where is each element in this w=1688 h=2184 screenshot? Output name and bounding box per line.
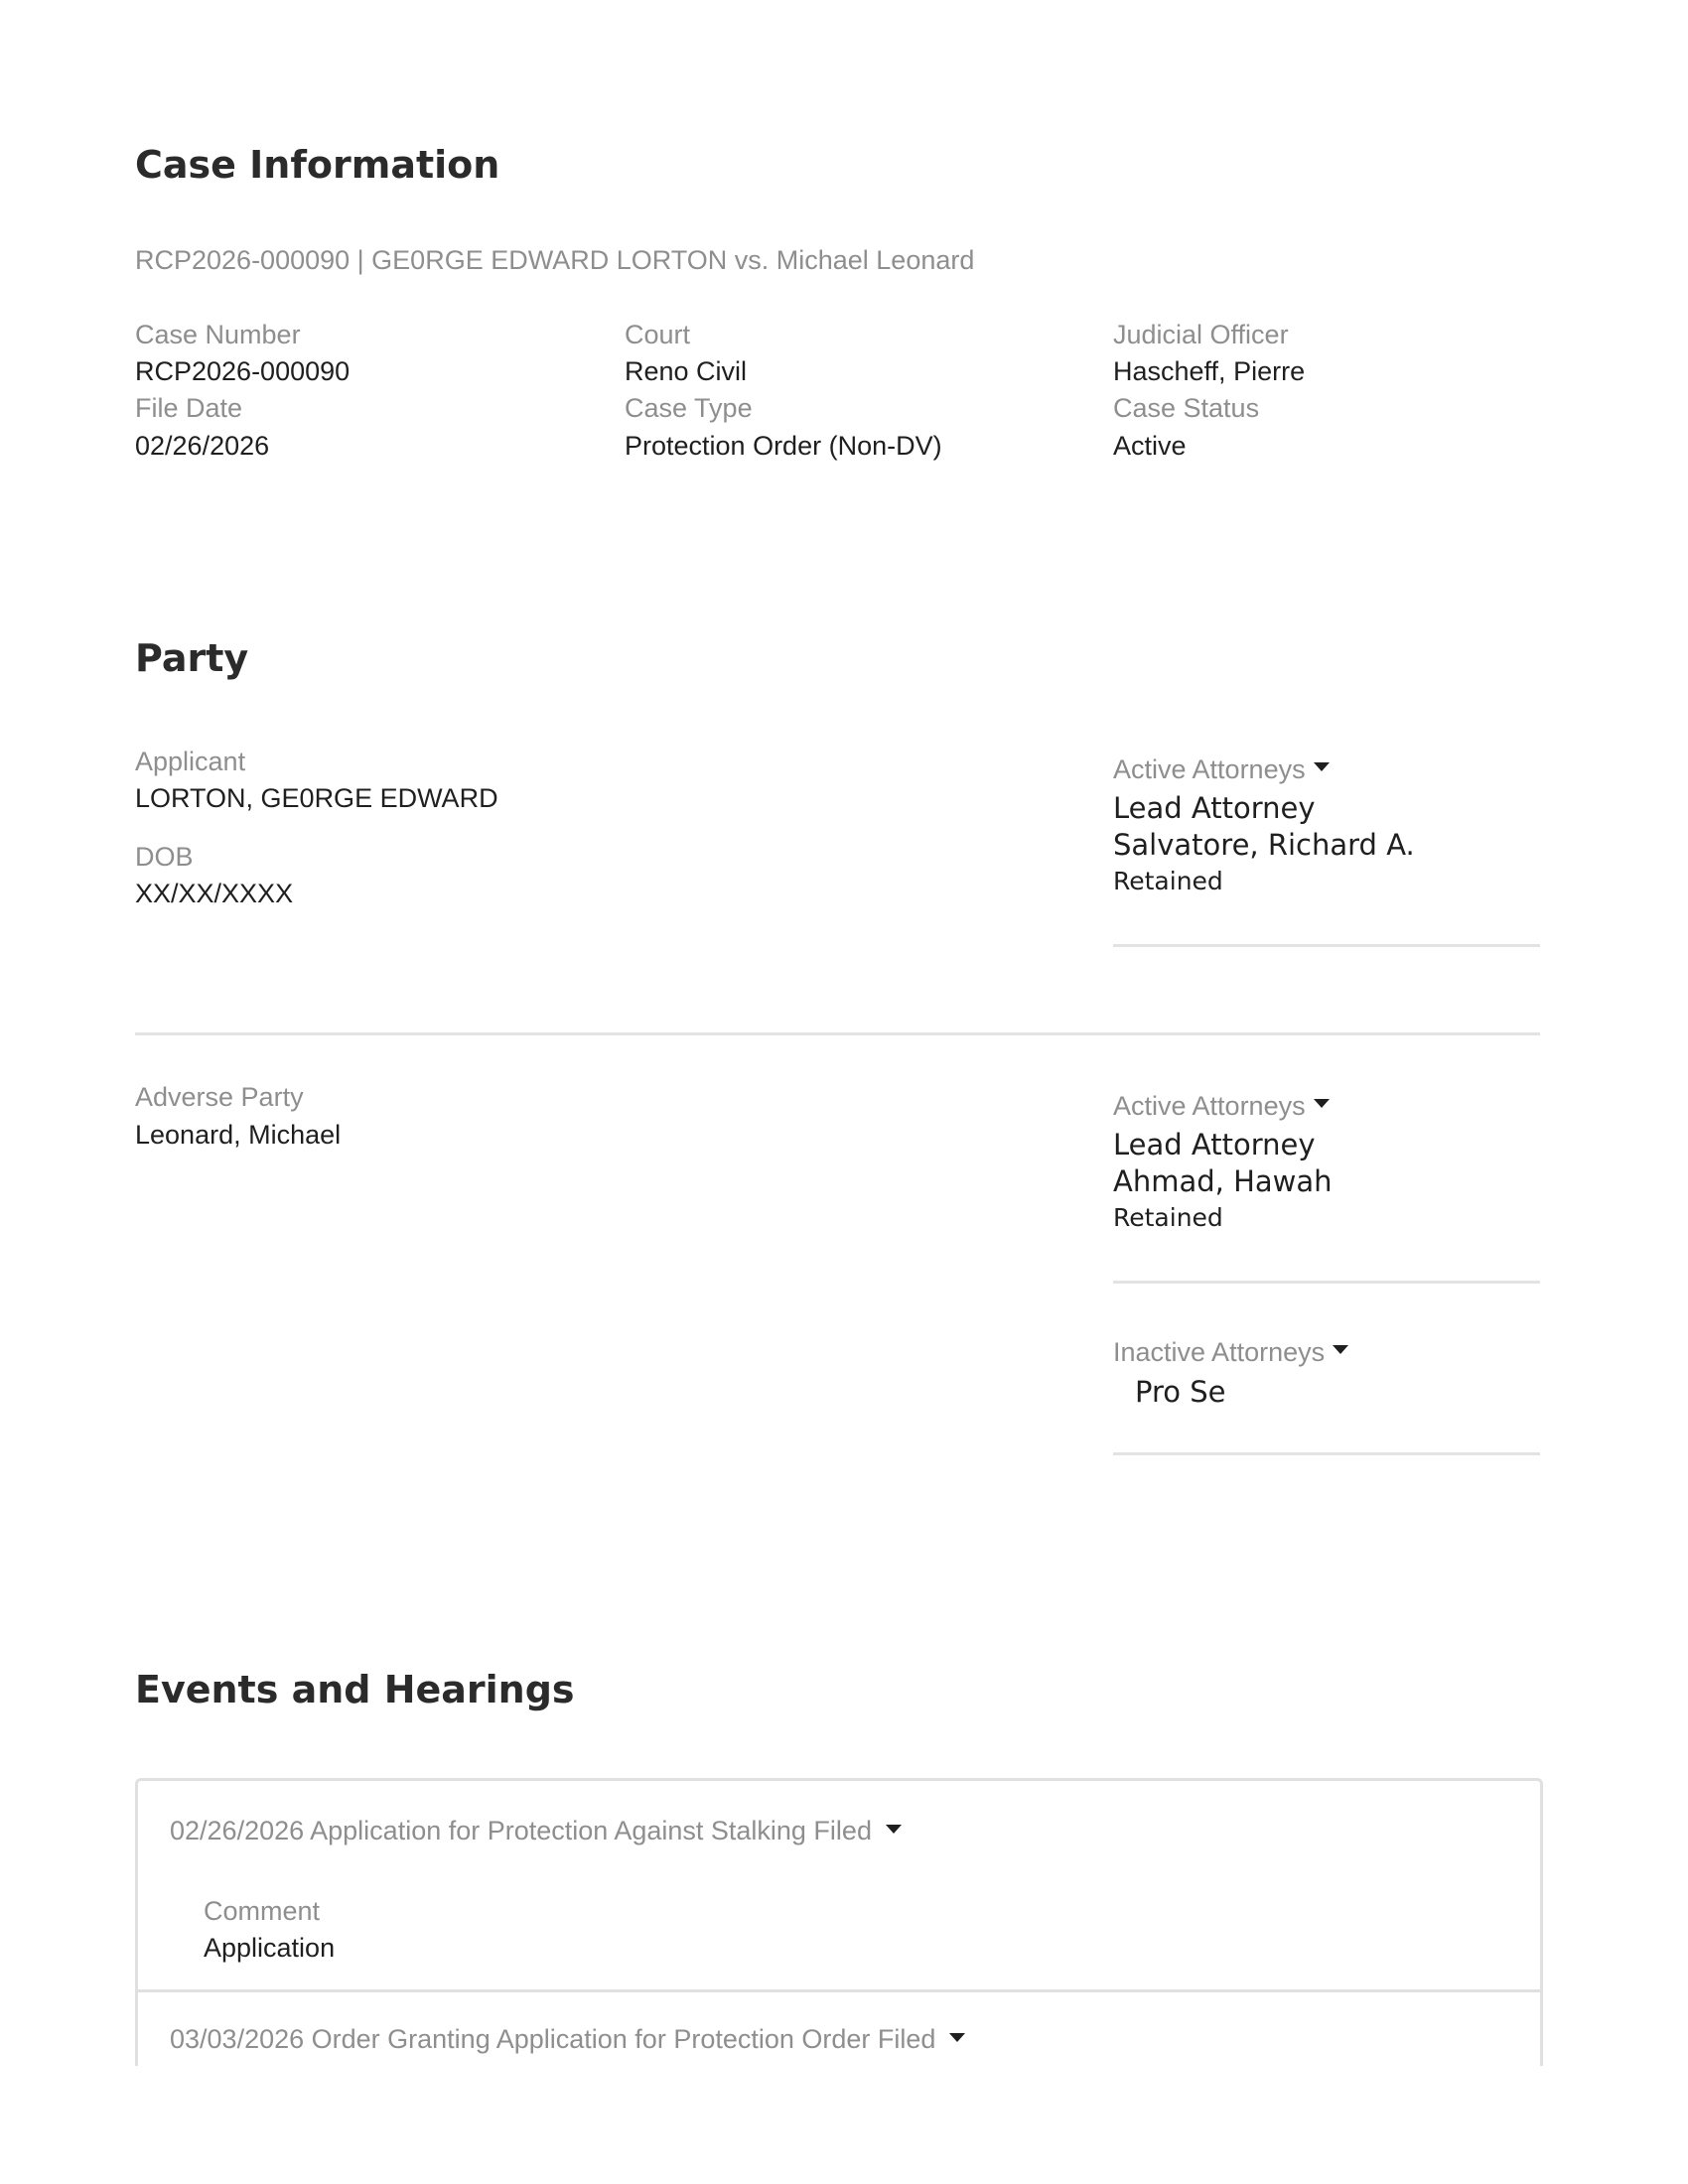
case-status-value: Active (1113, 431, 1187, 461)
inactive-attorney-name: Pro Se (1135, 1375, 1226, 1409)
applicant-attorney-divider (1113, 944, 1540, 947)
adverse-active-attorneys-label: Active Attorneys (1113, 1091, 1306, 1121)
court-label: Court (625, 320, 691, 349)
applicant-attorney-name: Salvatore, Richard A. (1113, 828, 1415, 862)
applicant-active-attorneys-label: Active Attorneys (1113, 754, 1306, 784)
adverse-attorney-designation: Lead Attorney (1113, 1128, 1316, 1161)
caret-down-icon[interactable] (1333, 1345, 1348, 1354)
event-comment-value: Application (204, 1933, 336, 1963)
applicant-role-label: Applicant (135, 747, 246, 776)
case-type-value: Protection Order (Non-DV) (625, 431, 942, 461)
file-date-label: File Date (135, 393, 243, 423)
case-number-label: Case Number (135, 320, 301, 349)
adverse-active-attorneys-toggle[interactable] (1113, 1091, 1330, 1122)
applicant-attorney-status: Retained (1113, 867, 1223, 895)
event-toggle-1[interactable] (170, 1816, 902, 1846)
dob-value: XX/XX/XXXX (135, 879, 294, 908)
dob-label: DOB (135, 842, 194, 872)
court-value: Reno Civil (625, 356, 748, 386)
event-separator (138, 1989, 1540, 1992)
adverse-attorney-divider (1113, 1281, 1540, 1284)
judicial-officer-value: Hascheff, Pierre (1113, 356, 1306, 386)
applicant-attorney-designation: Lead Attorney (1113, 791, 1316, 825)
event-comment-label: Comment (204, 1896, 321, 1926)
case-status-label: Case Status (1113, 393, 1260, 423)
party-divider (135, 1032, 1540, 1035)
adverse-inactive-attorneys-toggle[interactable] (1113, 1337, 1348, 1368)
adverse-attorney-status: Retained (1113, 1203, 1223, 1232)
adverse-attorney-name: Ahmad, Hawah (1113, 1164, 1333, 1198)
caret-down-icon[interactable] (949, 2033, 965, 2042)
inactive-attorney-divider (1113, 1452, 1540, 1455)
adverse-inactive-attorneys-label: Inactive Attorneys (1113, 1337, 1326, 1367)
caret-down-icon[interactable] (1314, 762, 1330, 771)
events-heading: Events and Hearings (135, 1668, 575, 1711)
events-list (135, 1778, 1543, 2066)
caret-down-icon[interactable] (1314, 1099, 1330, 1108)
party-heading: Party (135, 636, 249, 680)
applicant-name: LORTON, GE0RGE EDWARD (135, 783, 498, 813)
event-title-2: 03/03/2026 Order Granting Application for Protection Order Filed (170, 2024, 936, 2054)
file-date-value: 02/26/2026 (135, 431, 270, 461)
applicant-active-attorneys-toggle[interactable] (1113, 754, 1330, 785)
case-subtitle: RCP2026-000090 | GE0RGE EDWARD LORTON vs. Michael Leonard (135, 245, 975, 275)
case-number-value: RCP2026-000090 (135, 356, 351, 386)
adverse-name: Leonard, Michael (135, 1120, 342, 1150)
event-title-1: 02/26/2026 Application for Protection Against Stalking Filed (170, 1816, 872, 1845)
case-information-heading: Case Information (135, 143, 500, 187)
caret-down-icon[interactable] (886, 1825, 902, 1834)
judicial-officer-label: Judicial Officer (1113, 320, 1289, 349)
case-type-label: Case Type (625, 393, 753, 423)
event-toggle-2[interactable] (170, 2024, 965, 2055)
adverse-role-label: Adverse Party (135, 1082, 304, 1112)
